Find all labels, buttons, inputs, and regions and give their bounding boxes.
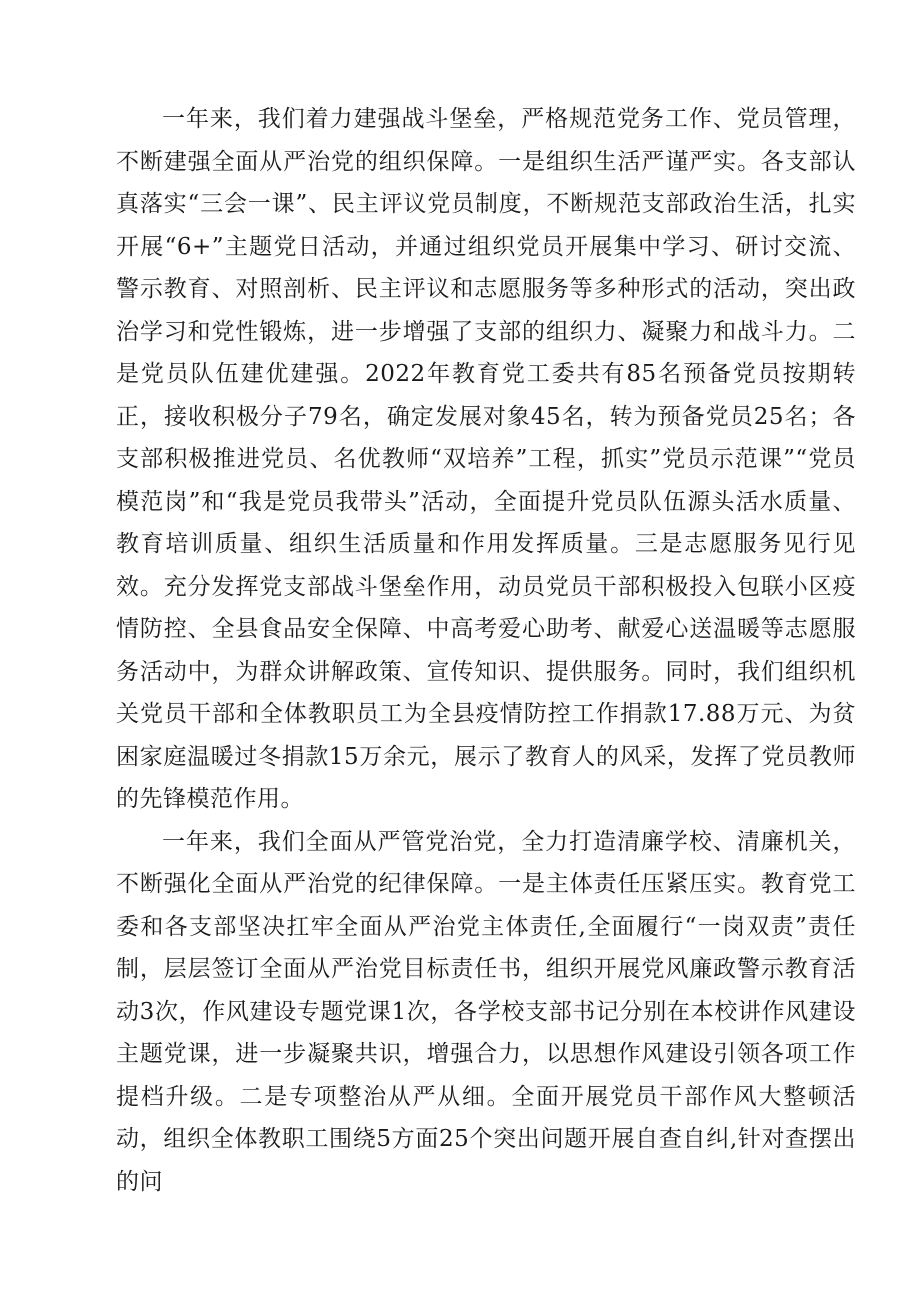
paragraph-organization-guarantee: 一年来，我们着力建强战斗堡垒，严格规范党务工作、党员管理，不断建强全面从严治党的组织保障。一是组织生活严谨严实。各支部认真落实“三会一课”、民主评议党员制度，不断规范支部政治生活，扎实开展“6+”主题党日活动，并通过组织党员开展集中学习、研讨交流、警示教育、对照剖析、民主评议和志愿服务等多种形式的活动，突出政治学习和党性锻炼，进一步增强了支部的组织力、凝聚力和战斗力。二是党员队伍建优建强。2022年教育党工委共有85名预备党员按期转正，接收积极分子79名，确定发展对象45名，转为预备党员25名；各支部积极推进党员、名优教师“双培养”工程，抓实”党员示范课”“党员模范岗”和“我是党员我带头”活动，全面提升党员队伍源头活水质量、教育培训质量、组织生活质量和作用发挥质量。三是志愿服务见行见效。充分发挥党支部战斗堡垒作用，动员党员干部积极投入包联小区疫情防控、全县食品安全保障、中高考爱心助考、献爱心送温暖等志愿服务活动中，为群众讲解政策、宣传知识、提供服务。同时，我们组织机关党员干部和全体教职员工为全县疫情防控工作捐款17.88万元、为贫困家庭温暖过冬捐款15万余元，展示了教育人的风采，发挥了党员教师的先锋模范作用。	[116, 106, 856, 812]
document-body	[116, 98, 856, 1203]
paragraph-discipline-guarantee: 一年来，我们全面从严管党治党，全力打造清廉学校、清廉机关，不断强化全面从严治党的纪律保障。一是主体责任压紧压实。教育党工委和各支部坚决扛牢全面从严治党主体责任,全面履行“一岗双责”责任制，层层签订全面从严治党目标责任书，组织开展党风廉政警示教育活动3次，作风建设专题党课1次，各学校支部书记分别在本校讲作风建设主题党课，进一步凝聚共识，增强合力，以思想作风建设引领各项工作提档升级。二是专项整治从严从细。全面开展党员干部作风大整顿活动，组织全体教职工围绕5方面25个突出问题开展自查自纠,针对查摆出的问	[116, 828, 856, 1195]
